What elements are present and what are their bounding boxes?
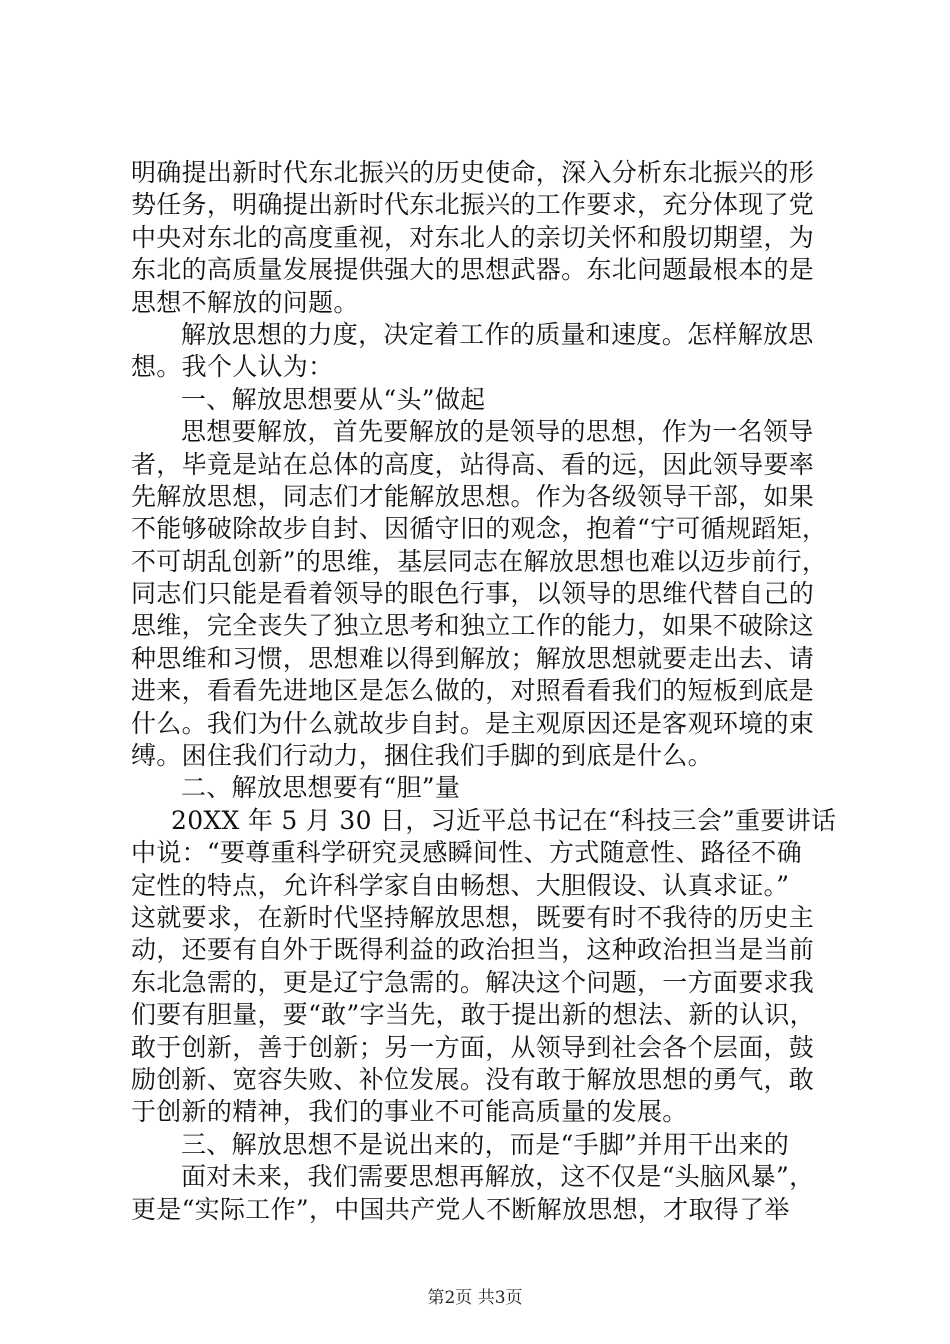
text-line: 东北的高质量发展提供强大的思想武器。东北问题最根本的是 [131, 255, 815, 285]
text-line: 敢于创新，善于创新；另一方面，从领导到社会各个层面，鼓 [131, 1032, 815, 1062]
text-line: 中央对东北的高度重视，对东北人的亲切关怀和殷切期望，为 [131, 222, 815, 252]
page-footer: 第2页 共3页 [427, 1288, 523, 1308]
text-line: 想。我个人认为： [131, 352, 334, 382]
text-line: 动，还要有自外于既得利益的政治担当，这种政治担当是当前 [131, 935, 815, 965]
text-line: 进来，看看先进地区是怎么做的，对照看看我们的短板到底是 [131, 676, 815, 706]
text-line: 不能够破除故步自封、因循守旧的观念，抱着“宁可循规蹈矩， [131, 514, 828, 544]
text-line: 不可胡乱创新”的思维，基层同志在解放思想也难以迈步前行， [131, 546, 828, 576]
text-line: 势任务，明确提出新时代东北振兴的工作要求，充分体现了党 [131, 190, 815, 220]
text-line: 思维，完全丧失了独立思考和独立工作的能力，如果不破除这 [131, 611, 815, 641]
section-heading-3: 三、解放思想不是说出来的，而是“手脚”并用干出来的 [181, 1129, 790, 1159]
text-line: 什么。我们为什么就故步自封。是主观原因还是客观环境的束 [131, 708, 815, 738]
text-line: 种思维和习惯，思想难以得到解放；解放思想就要走出去、请 [131, 643, 815, 673]
text-line: 们要有胆量，要“敢”字当先，敢于提出新的想法、新的认识， [131, 1000, 815, 1030]
text-line: 中说：“要尊重科学研究灵感瞬间性、方式随意性、路径不确 [131, 838, 802, 868]
text-line: 同志们只能是看着领导的眼色行事，以领导的思维代替自己的 [131, 579, 815, 609]
text-line: 者，毕竟是站在总体的高度，站得高、看的远，因此领导要率 [131, 449, 815, 479]
paragraph-first-line: 解放思想的力度，决定着工作的质量和速度。怎样解放思 [181, 319, 814, 349]
text-line: 明确提出新时代东北振兴的历史使命，深入分析东北振兴的形 [131, 158, 815, 187]
text-line: 于创新的精神，我们的事业不可能高质量的发展。 [131, 1097, 688, 1127]
text-line: 思想不解放的问题。 [131, 287, 359, 317]
text-line: 东北急需的，更是辽宁急需的。解决这个问题，一方面要求我 [131, 967, 815, 997]
text-line: 励创新、宽容失败、补位发展。没有敢于解放思想的勇气，敢 [131, 1064, 815, 1094]
text-line: 更是“实际工作”，中国共产党人不断解放思想，才取得了举 [131, 1194, 790, 1224]
text-line: 先解放思想，同志们才能解放思想。作为各级领导干部，如果 [131, 481, 815, 511]
paragraph-first-line: 思想要解放，首先要解放的是领导的思想，作为一名领导 [181, 417, 814, 447]
paragraph-first-line: 20XX 年 5 月 30 日，习近平总书记在“科技三会”重要讲话 [171, 805, 837, 835]
text-line: 缚。困住我们行动力，捆住我们手脚的到底是什么。 [131, 741, 713, 771]
section-heading-1: 一、解放思想要从“头”做起 [181, 384, 486, 414]
section-heading-2: 二、解放思想要有“胆”量 [181, 773, 461, 803]
text-line: 这就要求，在新时代坚持解放思想，既要有时不我待的历史主 [131, 902, 815, 932]
document-body [131, 157, 837, 1226]
text-line: 定性的特点，允许科学家自由畅想、大胆假设、认真求证。” [131, 870, 790, 900]
paragraph-first-line: 面对未来，我们需要思想再解放，这不仅是“头脑风暴”， [181, 1162, 815, 1192]
